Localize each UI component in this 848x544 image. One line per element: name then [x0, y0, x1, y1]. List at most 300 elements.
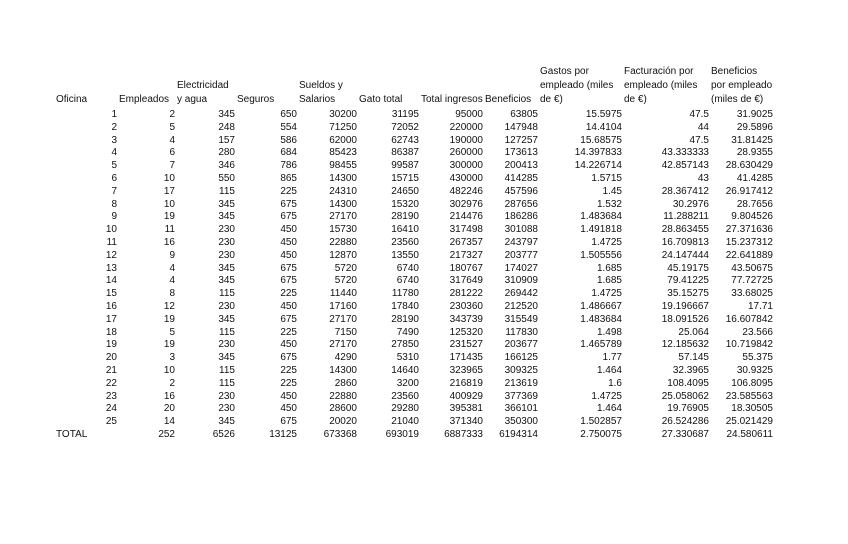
cell-total-income: 371340	[449, 416, 483, 428]
cell-revenue-per-employee: 108.4095	[667, 377, 709, 389]
cell-office: 17	[105, 313, 117, 325]
cell-expense-per-employee: 1.483684	[580, 313, 622, 325]
cell-expense-per-employee: 1.532	[596, 198, 622, 210]
cell-office: 8	[111, 198, 117, 210]
cell-office: 4	[111, 147, 117, 159]
header-sueldos: Sueldos y Salarios	[299, 80, 343, 105]
header-facturacion-por-empleado: Facturación por empleado (miles de €)	[624, 66, 698, 105]
table-row	[55, 416, 774, 429]
cell-employees: 17	[163, 185, 175, 197]
cell-expense-per-employee: 1.5715	[591, 172, 622, 184]
cell-insurance: 450	[280, 224, 297, 236]
cell-revenue-per-employee: 42.857143	[661, 160, 709, 172]
spreadsheet	[55, 65, 774, 442]
cell-salaries: 27170	[329, 339, 357, 351]
cell-office: 5	[111, 160, 117, 172]
cell-revenue-per-employee: 19.196667	[661, 300, 709, 312]
cell-total-expense: 28190	[391, 313, 419, 325]
cell-electricity-water: 280	[218, 147, 235, 159]
cell-employees: 252	[158, 428, 175, 440]
cell-expense-per-employee: 2.750075	[580, 428, 622, 440]
cell-salaries: 12870	[329, 249, 357, 261]
table-row	[55, 250, 774, 263]
cell-electricity-water: 345	[218, 416, 235, 428]
cell-salaries: 71250	[329, 121, 357, 133]
cell-revenue-per-employee: 24.147444	[661, 249, 709, 261]
cell-revenue-per-employee: 30.2976	[672, 198, 709, 210]
header-beneficios-por-empleado: Beneficios por empleado (miles de €)	[711, 66, 773, 105]
cell-total-income: 95000	[455, 109, 483, 120]
cell-expense-per-employee: 1.4725	[591, 390, 622, 402]
cell-salaries: 22880	[329, 236, 357, 248]
header-empleados: Empleados	[119, 94, 170, 105]
cell-insurance: 865	[280, 172, 297, 184]
cell-insurance: 225	[280, 377, 297, 389]
table-body	[55, 109, 774, 442]
cell-salaries: 20020	[329, 416, 357, 428]
cell-office: 16	[105, 300, 117, 312]
cell-salaries: 5720	[334, 275, 357, 287]
cell-revenue-per-employee: 25.064	[678, 326, 709, 338]
cell-profit: 315549	[504, 313, 538, 325]
table-row	[55, 275, 774, 288]
cell-office: 22	[105, 377, 117, 389]
cell-electricity-water: 230	[218, 300, 235, 312]
cell-profit-per-employee: 24.580611	[726, 428, 773, 440]
cell-profit-per-employee: 25.021429	[725, 416, 773, 428]
cell-employees: 5	[169, 121, 175, 133]
cell-total-expense: 31195	[391, 109, 419, 120]
cell-office: 6	[111, 172, 117, 184]
cell-total-income: 260000	[449, 147, 483, 159]
header-beneficios: Beneficios	[485, 94, 532, 105]
cell-salaries: 24310	[329, 185, 357, 197]
cell-electricity-water: 230	[218, 403, 235, 415]
cell-salaries: 30200	[329, 109, 357, 120]
header-total-ingresos: Total ingresos	[421, 94, 483, 105]
cell-salaries: 27170	[329, 313, 357, 325]
header-gastos-por-empleado: Gastos por empleado (miles de €)	[540, 66, 614, 105]
cell-revenue-per-employee: 12.185632	[661, 339, 709, 351]
cell-office: 18	[105, 326, 117, 338]
cell-profit-per-employee: 9.804526	[731, 211, 773, 223]
cell-insurance: 225	[280, 364, 297, 376]
cell-total-income: 190000	[449, 134, 483, 146]
cell-employees: 9	[169, 249, 175, 261]
table-row	[55, 301, 774, 314]
cell-insurance: 675	[280, 416, 297, 428]
cell-total-income: 281222	[449, 288, 483, 300]
cell-total-expense: 17840	[391, 300, 419, 312]
cell-electricity-water: 115	[219, 326, 235, 338]
cell-expense-per-employee: 14.397833	[574, 147, 622, 159]
cell-electricity-water: 345	[218, 211, 235, 223]
table-row	[55, 199, 774, 212]
cell-expense-per-employee: 1.45	[602, 185, 622, 197]
header-electricidad: Electricidad y agua	[177, 80, 229, 105]
cell-office: 13	[105, 262, 117, 274]
table-row	[55, 122, 774, 135]
cell-employees: 4	[169, 275, 175, 287]
cell-total-expense: 27850	[391, 339, 419, 351]
cell-employees: 12	[163, 300, 175, 312]
cell-profit: 457596	[504, 185, 538, 197]
cell-total-expense: 15320	[391, 198, 419, 210]
cell-employees: 19	[163, 313, 175, 325]
cell-expense-per-employee: 15.68575	[580, 134, 622, 146]
cell-electricity-water: 230	[218, 224, 235, 236]
cell-insurance: 225	[280, 185, 297, 197]
cell-profit: 350300	[504, 416, 538, 428]
cell-profit-per-employee: 28.7656	[736, 198, 773, 210]
cell-profit: 301088	[504, 224, 538, 236]
cell-total-income: 231527	[449, 339, 483, 351]
cell-employees: 2	[169, 109, 175, 120]
cell-total-expense: 11780	[391, 288, 419, 300]
cell-revenue-per-employee: 79.41225	[667, 275, 709, 287]
cell-revenue-per-employee: 25.058062	[661, 390, 709, 402]
cell-insurance: 684	[280, 147, 297, 159]
cell-revenue-per-employee: 28.863455	[661, 224, 709, 236]
cell-profit: 166125	[504, 352, 538, 364]
cell-profit-per-employee: 106.8095	[731, 377, 773, 389]
cell-expense-per-employee: 1.491818	[580, 224, 622, 236]
table-row	[55, 224, 774, 237]
cell-electricity-water: 115	[219, 364, 235, 376]
cell-insurance: 450	[280, 403, 297, 415]
cell-profit: 309325	[504, 364, 538, 376]
cell-employees: 10	[163, 364, 175, 376]
cell-electricity-water: 345	[218, 198, 235, 210]
cell-total-income: 317498	[449, 224, 483, 236]
cell-office: 2	[111, 121, 117, 133]
cell-total-income: 395381	[449, 403, 483, 415]
cell-profit: 203777	[504, 249, 538, 261]
cell-expense-per-employee: 1.4725	[591, 236, 622, 248]
cell-employees: 6	[169, 147, 175, 159]
cell-revenue-per-employee: 43	[697, 172, 709, 184]
table-row	[55, 173, 774, 186]
cell-expense-per-employee: 15.5975	[585, 109, 622, 120]
cell-total-expense: 15715	[391, 172, 419, 184]
cell-total-expense: 62743	[391, 134, 419, 146]
table-row	[55, 378, 774, 391]
cell-total-expense: 16410	[391, 224, 419, 236]
cell-revenue-per-employee: 26.524286	[661, 416, 709, 428]
cell-total-expense: 13550	[391, 249, 419, 261]
table-row	[55, 403, 774, 416]
cell-electricity-water: 550	[218, 172, 235, 184]
cell-insurance: 675	[280, 352, 297, 364]
cell-insurance: 786	[280, 160, 297, 172]
cell-electricity-water: 230	[218, 249, 235, 261]
cell-electricity-water: 230	[218, 339, 235, 351]
cell-employees: 16	[163, 236, 175, 248]
cell-insurance: 225	[280, 326, 297, 338]
cell-office: 24	[105, 403, 117, 415]
cell-insurance: 450	[280, 390, 297, 402]
cell-profit-per-employee: 10.719842	[725, 339, 773, 351]
cell-profit: 127257	[504, 134, 538, 146]
cell-revenue-per-employee: 45.19175	[667, 262, 709, 274]
cell-electricity-water: 345	[218, 313, 235, 325]
cell-total-income: 125320	[449, 326, 483, 338]
cell-expense-per-employee: 1.685	[596, 262, 622, 274]
cell-employees: 10	[163, 198, 175, 210]
cell-profit-per-employee: 31.81425	[731, 134, 773, 146]
table-row	[55, 288, 774, 301]
table-row	[55, 237, 774, 250]
cell-total-income: 317649	[449, 275, 483, 287]
cell-salaries: 7150	[334, 326, 357, 338]
cell-office: 10	[105, 224, 117, 236]
table-row	[55, 365, 774, 378]
cell-profit: 117830	[505, 326, 538, 338]
cell-total-expense: 23560	[391, 236, 419, 248]
cell-salaries: 2860	[334, 377, 357, 389]
cell-electricity-water: 345	[218, 109, 235, 120]
cell-profit-per-employee: 23.566	[742, 326, 773, 338]
cell-profit: 414285	[504, 172, 538, 184]
cell-electricity-water: 230	[218, 236, 235, 248]
cell-profit: 243797	[504, 236, 538, 248]
cell-office: 15	[105, 288, 117, 300]
cell-expense-per-employee: 1.483684	[580, 211, 622, 223]
table-row	[55, 352, 774, 365]
cell-employees: 11	[164, 224, 175, 236]
cell-profit: 269442	[504, 288, 538, 300]
cell-total-expense: 21040	[391, 416, 419, 428]
cell-office: 1	[111, 109, 117, 120]
cell-expense-per-employee: 14.226714	[574, 160, 622, 172]
cell-profit-per-employee: 77.72725	[731, 275, 773, 287]
cell-revenue-per-employee: 47.5	[689, 134, 709, 146]
table-row	[55, 186, 774, 199]
cell-employees: 4	[169, 134, 175, 146]
cell-employees: 2	[169, 377, 175, 389]
cell-office: 14	[105, 275, 117, 287]
cell-salaries: 14300	[329, 172, 357, 184]
cell-electricity-water: 115	[219, 185, 235, 197]
cell-office: 12	[105, 249, 117, 261]
cell-electricity-water: 345	[218, 352, 235, 364]
cell-total-income: 302976	[449, 198, 483, 210]
cell-electricity-water: 345	[218, 275, 235, 287]
cell-total-income: 180767	[449, 262, 483, 274]
cell-employees: 20	[163, 403, 175, 415]
cell-profit: 174027	[504, 262, 538, 274]
cell-total-expense: 24650	[391, 185, 419, 197]
cell-revenue-per-employee: 57.145	[678, 352, 709, 364]
cell-profit-per-employee: 23.585563	[725, 390, 773, 402]
cell-total-income: 430000	[449, 172, 483, 184]
cell-profit: 200413	[504, 160, 538, 172]
cell-expense-per-employee: 1.502857	[580, 416, 622, 428]
cell-salaries: 27170	[329, 211, 357, 223]
cell-revenue-per-employee: 44	[697, 121, 709, 133]
cell-total-income: 217327	[449, 249, 483, 261]
cell-profit: 310909	[504, 275, 538, 287]
cell-insurance: 450	[280, 339, 297, 351]
cell-total-expense: 5310	[396, 352, 419, 364]
cell-revenue-per-employee: 19.76905	[667, 403, 709, 415]
cell-expense-per-employee: 1.685	[596, 275, 622, 287]
cell-electricity-water: 6526	[212, 428, 235, 440]
cell-total-income: 6887333	[444, 428, 483, 440]
cell-profit-per-employee: 17.71	[747, 300, 773, 312]
cell-employees: 4	[169, 262, 175, 274]
cell-revenue-per-employee: 11.288211	[663, 211, 709, 223]
cell-profit-per-employee: 29.5896	[736, 121, 773, 133]
header-oficina: Oficina	[56, 94, 88, 105]
cell-electricity-water: 115	[219, 377, 235, 389]
cell-profit: 212520	[504, 300, 538, 312]
cell-insurance: 450	[280, 249, 297, 261]
cell-salaries: 5720	[334, 262, 357, 274]
table-row	[55, 135, 774, 148]
cell-profit-per-employee: 15.237312	[725, 236, 773, 248]
cell-office: 19	[105, 339, 117, 351]
cell-insurance: 675	[280, 313, 297, 325]
cell-electricity-water: 230	[218, 390, 235, 402]
cell-total-income: 220000	[449, 121, 483, 133]
cell-total-expense: 29280	[391, 403, 419, 415]
cell-electricity-water: 345	[218, 262, 235, 274]
cell-profit: 203677	[504, 339, 538, 351]
cell-insurance: 650	[280, 109, 297, 120]
cell-insurance: 675	[280, 198, 297, 210]
cell-salaries: 98455	[329, 160, 357, 172]
cell-profit-per-employee: 27.371636	[725, 224, 773, 236]
cell-insurance: 675	[280, 262, 297, 274]
cell-profit-per-employee: 16.607842	[725, 313, 773, 325]
cell-total-income: 214476	[449, 211, 483, 223]
cell-expense-per-employee: 1.498	[596, 326, 622, 338]
cell-salaries: 14300	[329, 364, 357, 376]
cell-profit-per-employee: 43.50675	[731, 262, 773, 274]
cell-revenue-per-employee: 47.5	[689, 109, 709, 120]
cell-salaries: 62000	[329, 134, 357, 146]
cell-salaries: 22880	[329, 390, 357, 402]
cell-profit-per-employee: 41.4285	[736, 172, 773, 184]
table-row	[55, 263, 774, 276]
cell-revenue-per-employee: 32.3965	[672, 364, 709, 376]
cell-office: 11	[106, 236, 117, 248]
cell-profit: 6194314	[499, 428, 538, 440]
cell-employees: 7	[169, 160, 175, 172]
cell-total-expense: 3200	[396, 377, 419, 389]
cell-office: 9	[111, 211, 117, 223]
cell-profit: 173613	[504, 147, 538, 159]
table-row	[55, 327, 774, 340]
cell-revenue-per-employee: 18.091526	[661, 313, 709, 325]
cell-employees: 10	[163, 172, 175, 184]
cell-employees: 14	[163, 416, 175, 428]
cell-employees: 19	[163, 339, 175, 351]
cell-total-income: 300000	[449, 160, 483, 172]
cell-office: TOTAL	[56, 428, 88, 440]
cell-employees: 19	[163, 211, 175, 223]
cell-salaries: 17160	[329, 300, 357, 312]
cell-total-expense: 693019	[385, 428, 419, 440]
cell-salaries: 14300	[329, 198, 357, 210]
cell-salaries: 673368	[323, 428, 357, 440]
cell-expense-per-employee: 1.464	[596, 364, 622, 376]
cell-insurance: 586	[280, 134, 297, 146]
cell-expense-per-employee: 1.4725	[591, 288, 622, 300]
cell-total-income: 400929	[449, 390, 483, 402]
cell-insurance: 554	[280, 121, 297, 133]
cell-insurance: 13125	[269, 428, 297, 440]
cell-total-expense: 7490	[396, 326, 419, 338]
cell-office: 20	[105, 352, 117, 364]
cell-insurance: 675	[280, 211, 297, 223]
cell-electricity-water: 248	[218, 121, 235, 133]
cell-office: 3	[111, 134, 117, 146]
cell-profit-per-employee: 30.9325	[736, 364, 773, 376]
cell-electricity-water: 157	[218, 134, 235, 146]
cell-profit-per-employee: 55.375	[742, 352, 773, 364]
cell-profit-per-employee: 22.641889	[725, 249, 773, 261]
cell-salaries: 85423	[329, 147, 357, 159]
cell-total-income: 216819	[449, 377, 483, 389]
cell-office: 21	[105, 364, 117, 376]
cell-profit-per-employee: 18.30505	[731, 403, 773, 415]
table-row	[55, 391, 774, 404]
cell-profit: 147948	[504, 121, 538, 133]
cell-revenue-per-employee: 35.15275	[667, 288, 709, 300]
cell-office: 25	[105, 416, 117, 428]
cell-insurance: 225	[280, 288, 297, 300]
cell-profit: 63805	[510, 109, 538, 120]
cell-electricity-water: 346	[218, 160, 235, 172]
cell-salaries: 4290	[334, 352, 357, 364]
cell-profit: 213619	[504, 377, 538, 389]
cell-expense-per-employee: 1.464	[596, 403, 622, 415]
cell-expense-per-employee: 14.4104	[585, 121, 622, 133]
cell-profit: 287656	[504, 198, 538, 210]
cell-employees: 16	[163, 390, 175, 402]
cell-profit-per-employee: 28.630429	[725, 160, 773, 172]
cell-expense-per-employee: 1.77	[602, 352, 622, 364]
cell-total-expense: 14640	[391, 364, 419, 376]
total-row	[55, 429, 774, 442]
cell-total-income: 482246	[449, 185, 483, 197]
cell-salaries: 15730	[329, 224, 357, 236]
table-row	[55, 211, 774, 224]
offices-table	[55, 65, 774, 442]
cell-total-expense: 6740	[396, 262, 419, 274]
cell-employees: 5	[169, 326, 175, 338]
cell-insurance: 675	[280, 275, 297, 287]
cell-total-expense: 23560	[391, 390, 419, 402]
cell-insurance: 450	[280, 300, 297, 312]
table-row	[55, 147, 774, 160]
table-row	[55, 109, 774, 122]
cell-total-income: 323965	[449, 364, 483, 376]
table-row	[55, 339, 774, 352]
cell-profit-per-employee: 33.68025	[731, 288, 773, 300]
cell-profit: 377369	[504, 390, 538, 402]
cell-total-expense: 86387	[391, 147, 419, 159]
cell-profit-per-employee: 28.9355	[736, 147, 773, 159]
table-row	[55, 160, 774, 173]
cell-insurance: 450	[280, 236, 297, 248]
cell-employees: 8	[169, 288, 175, 300]
cell-expense-per-employee: 1.465789	[580, 339, 622, 351]
cell-electricity-water: 115	[219, 288, 235, 300]
header-row	[55, 65, 774, 109]
